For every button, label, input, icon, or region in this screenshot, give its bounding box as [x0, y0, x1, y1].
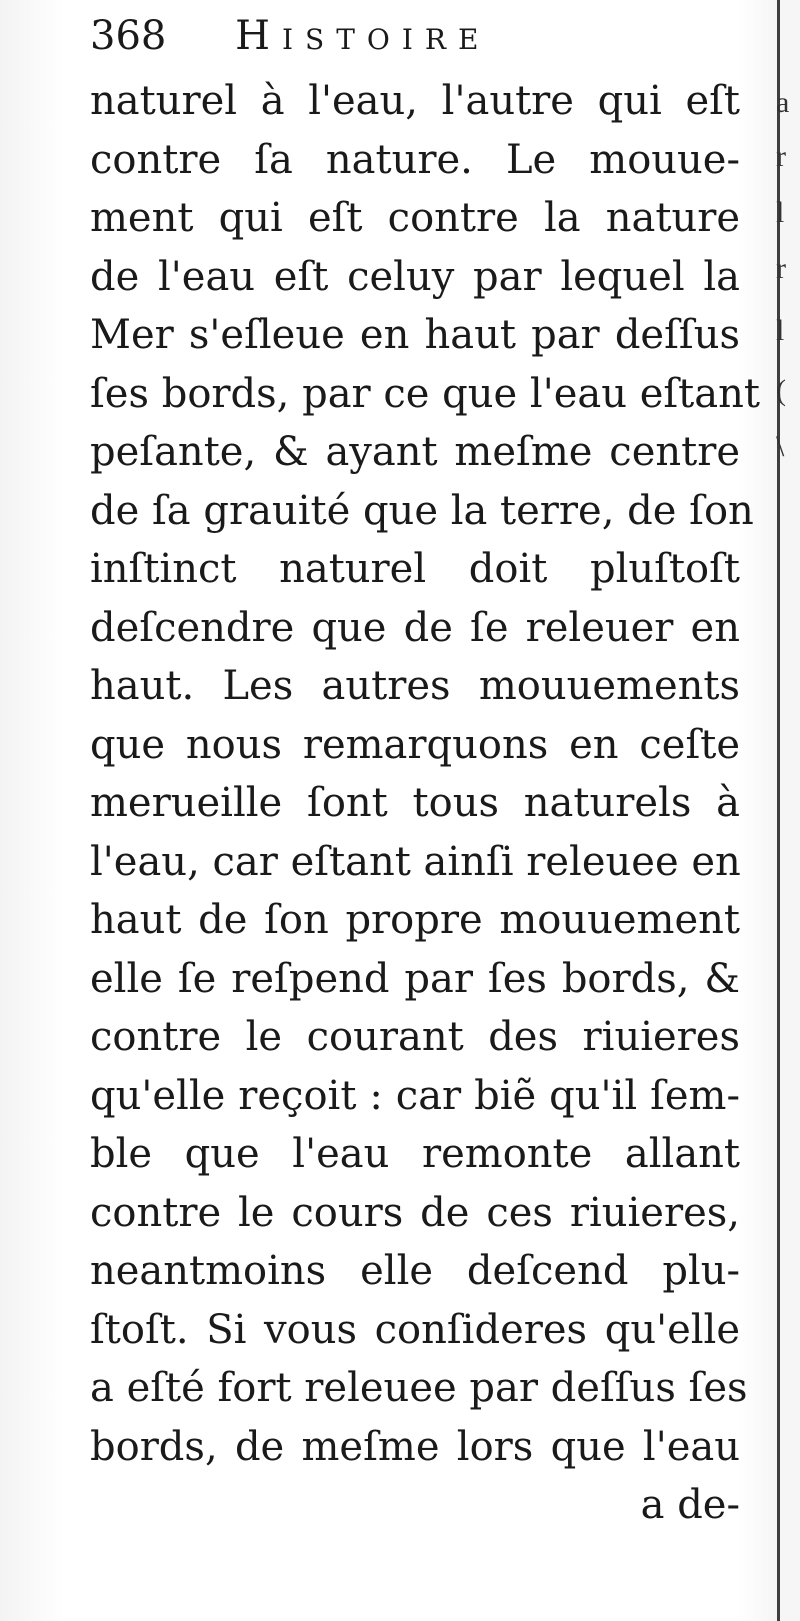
page-gutter-edge	[777, 0, 780, 1621]
facing-page-letter: l	[776, 314, 785, 347]
text-line: contre le cours de ces riuieres,	[90, 1189, 740, 1236]
text-line: peſante, & ayant meſme centre	[90, 429, 740, 475]
text-line: naturel à l'eau, l'autre qui eſt	[90, 78, 740, 124]
text-line: elle ſe reſpend par ſes bords, &	[90, 955, 740, 1002]
running-title: Histoire	[235, 13, 491, 59]
text-line: deſcendre que de ſe releuer en	[90, 604, 740, 651]
facing-page-strip	[780, 0, 800, 1621]
text-line: ble que l'eau remonte allant	[90, 1131, 740, 1177]
text-line: contre ſa nature. Le mouue-	[90, 136, 740, 183]
text-line: de l'eau eſt celuy par lequel la	[90, 253, 740, 300]
text-line: merueille ſont tous naturels à	[90, 780, 740, 826]
facing-page-letter: (	[776, 374, 786, 407]
page-header	[90, 10, 710, 62]
facing-page-letter: l	[776, 196, 785, 229]
page-number: 368	[90, 13, 167, 59]
facing-page-letter: r	[776, 252, 786, 285]
text-line: neantmoins elle deſcend plu-	[90, 1248, 740, 1294]
facing-page-letter: a	[776, 86, 790, 119]
text-line: que nous remarquons en ceſte	[90, 721, 740, 768]
text-line: a eſté fort releuee par deſſus ſes	[90, 1365, 748, 1411]
text-line: bords, de meſme lors que l'eau	[90, 1423, 740, 1470]
text-line: l'eau, car eſtant ainſi releuee en	[90, 838, 741, 885]
catchword: a de-	[640, 1482, 740, 1528]
text-line: haut. Les autres mouuements	[90, 663, 740, 709]
text-line: ment qui eſt contre la nature	[90, 195, 740, 241]
facing-page-letter: r	[776, 140, 786, 173]
text-line: ſtoſt. Si vous conſideres qu'elle	[90, 1306, 740, 1353]
text-line: qu'elle reçoit : car biẽ qu'il ſem-	[90, 1072, 740, 1119]
facing-page-letter: \	[776, 430, 785, 463]
text-line: Mer s'eſleue en haut par deſſus	[90, 312, 740, 358]
text-line: inſtinct naturel doit pluſtoſt	[90, 546, 740, 592]
text-line: de ſa grauité que la terre, de ſon	[90, 487, 754, 534]
body-text	[90, 72, 760, 1535]
text-line: contre le courant des riuieres	[90, 1014, 740, 1060]
text-line: haut de ſon propre mouuement	[90, 897, 740, 943]
text-line: ſes bords, par ce que l'eau eſtant	[90, 370, 760, 417]
